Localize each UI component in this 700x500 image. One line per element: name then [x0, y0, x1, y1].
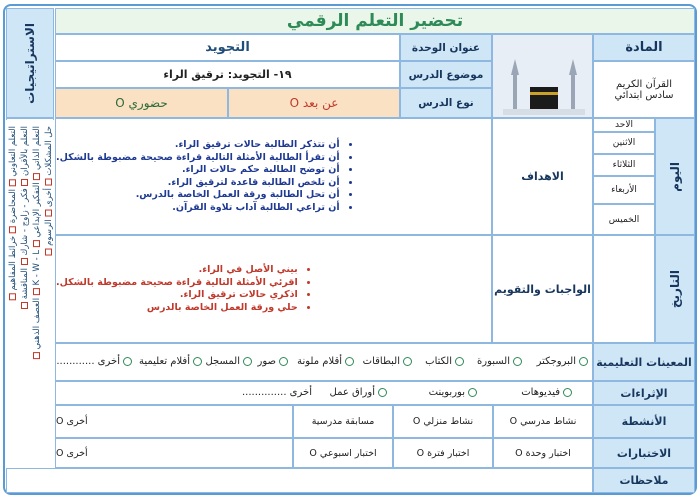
lesson-value: ١٩- التجويد: ترقيق الراء: [55, 61, 400, 88]
aid-option[interactable]: أفلام تعليمية: [139, 356, 202, 367]
unit-value: التجويد: [55, 34, 400, 61]
strategy-column: حل المشكلات أخرى الرسوم: [44, 126, 54, 256]
enrichment-row: [55, 381, 593, 405]
tests-label: الاختبارات: [593, 438, 695, 468]
enrichment-option[interactable]: أوراق عمل: [330, 387, 387, 398]
kaaba-icon: [493, 35, 593, 118]
objective-item: • أن توضح الطالبة حكم حالات الراء.: [56, 164, 340, 177]
objective-item: • أن تتذكر الطالبة حالات ترقيق الراء.: [56, 139, 340, 152]
day-tuesday: الثلاثاء: [593, 154, 655, 176]
test-term[interactable]: اختبار فترة O: [393, 438, 493, 468]
notes-label: ملاحظات: [593, 468, 695, 493]
aid-option[interactable]: الكتاب: [425, 356, 464, 367]
test-weekly[interactable]: اختبار اسبوعي O: [293, 438, 393, 468]
subject-label: المادة: [593, 34, 695, 61]
assessment-item: • اقرئي الأمثلة التالية قراءة صحيحة مضبوطة بالشكل.: [56, 277, 298, 290]
objectives-label: الاهداف: [492, 118, 593, 235]
day-header: اليوم: [655, 118, 695, 235]
test-other[interactable]: أخرى O: [55, 438, 293, 468]
enrichment-label: الإثراءات: [593, 381, 695, 405]
objective-item: • أن تراعي الطالبة آداب تلاوة القرآن.: [56, 202, 340, 215]
enrichment-option[interactable]: أخرى ..............: [242, 387, 312, 398]
assessment-item: • اذكري حالات ترقيق الراء.: [56, 289, 298, 302]
aid-option[interactable]: أخرى ............: [56, 356, 132, 367]
day-monday: الاثنين: [593, 132, 655, 154]
strategy-column: التعلم بالأقران فكر - زاوج - شارك المناقشة: [20, 126, 30, 309]
aid-option[interactable]: المسجل: [205, 356, 252, 367]
subject-value: القرآن الكريم سادس ابتدائي: [593, 61, 695, 118]
kaaba-image: [492, 34, 593, 118]
objectives-list: [55, 118, 492, 235]
strategy-column: العصف الذهني K - W - L التعلم الذاتي التفكير الإبداعي: [32, 126, 42, 359]
aid-option[interactable]: صور: [258, 356, 289, 367]
lesson-type-remote[interactable]: عن بعد O: [228, 88, 400, 118]
teaching-aids-row: [55, 343, 593, 381]
activity-other[interactable]: أخرى O: [55, 405, 293, 438]
day-sunday: الاحد: [593, 118, 655, 132]
enrichment-option[interactable]: بوربوينت: [429, 387, 477, 398]
date-cell[interactable]: [593, 235, 655, 343]
assessment-item: • بيني الأصل في الراء.: [56, 264, 298, 277]
day-wednesday: الأربعاء: [593, 176, 655, 204]
enrichment-option[interactable]: فيديوهات: [521, 387, 572, 398]
aid-option[interactable]: السبورة: [477, 356, 522, 367]
test-unit[interactable]: اختبار وحدة O: [493, 438, 593, 468]
objective-item: • أن تلخص الطالبة قاعدة لترقيق الراء.: [56, 177, 340, 190]
objective-item: • أن تحل الطالبة ورقة العمل الخاصة بالدرس.: [56, 189, 340, 202]
activities-label: الأنشطة: [593, 405, 695, 438]
day-thursday: الخميس: [593, 204, 655, 235]
lesson-type-inperson[interactable]: حضوري O: [55, 88, 228, 118]
assessment-list: [55, 235, 492, 343]
date-header: التاريخ: [655, 235, 695, 343]
teaching-aids-label: المعينات التعليمية: [593, 343, 695, 381]
aid-option[interactable]: أقلام ملونة: [297, 356, 354, 367]
title-bar: [55, 8, 695, 34]
activity-school[interactable]: نشاط مدرسي O: [493, 405, 593, 438]
strategies-list: [6, 120, 54, 468]
strategy-column: التعلم التعاوني المحاضرة خرائط المفاهيم: [8, 126, 18, 300]
activity-contest[interactable]: مسابقة مدرسية: [293, 405, 393, 438]
assessment-item: • حلي ورقة العمل الخاصة بالدرس: [56, 302, 298, 315]
activity-home[interactable]: نشاط منزلي O: [393, 405, 493, 438]
assessment-label: الواجبات والتقويم: [492, 235, 593, 343]
unit-label: عنوان الوحدة: [400, 34, 492, 61]
notes-field[interactable]: [6, 468, 593, 493]
page-title: تحضير التعلم الرقمي: [286, 11, 464, 31]
strategies-header: الاستراتيجيات: [6, 8, 54, 118]
lesson-label: موضوع الدرس: [400, 61, 492, 88]
objective-item: • أن تقرأ الطالبة الأمثلة التالية قراءة صحيحة مضبوطة بالشكل.: [56, 152, 340, 165]
aid-option[interactable]: البروجكتر: [537, 356, 588, 367]
lesson-type-label: نوع الدرس: [400, 88, 492, 118]
aid-option[interactable]: البطاقات: [363, 356, 412, 367]
